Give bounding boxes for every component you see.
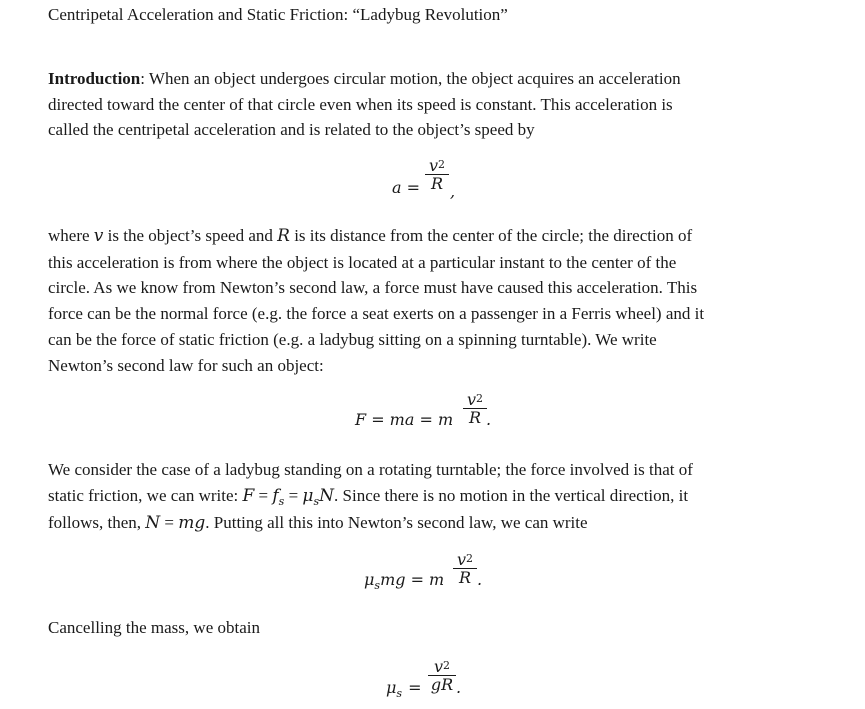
- p2-line-3: circle. As we know from Newton’s second law, a force must have caused this acceleration. This: [48, 278, 698, 298]
- p3-var-N: N: [319, 485, 335, 506]
- eq2-num-var: v: [466, 390, 477, 409]
- p4-line-1: Cancelling the mass, we obtain: [48, 618, 260, 637]
- equation-friction-balance-lhs: [364, 570, 445, 592]
- eq4-denominator: gR: [430, 675, 454, 694]
- p3-var-mu: μ: [302, 485, 314, 506]
- eq2-numerator: [463, 392, 487, 408]
- intro-line-1: [48, 66, 808, 92]
- eq3-sub-s: s: [374, 579, 381, 592]
- paragraph-2: [48, 223, 808, 378]
- equation-centripetal-acceleration-lhs: [392, 178, 420, 197]
- eq4-mu: μ: [386, 678, 397, 697]
- p3-line-2: [48, 483, 808, 511]
- equation-newton-second-law-lhs: F = ma = m: [355, 410, 454, 429]
- p3-line-1: We consider the case of a ladybug standing on a rotating turntable; the force involved is that of: [48, 460, 693, 479]
- paragraph-3: [48, 457, 808, 537]
- p2-var-R: R: [277, 226, 290, 246]
- p3-var-N-2: N: [145, 513, 161, 534]
- p3-eq-sign-1: =: [254, 485, 273, 505]
- p3-var-mg: mg: [178, 513, 206, 534]
- intro-line-3: called the centripetal acceleration and is related to the object’s speed by: [48, 120, 535, 140]
- equation-coefficient-lhs: [386, 678, 422, 700]
- p2-line-1: [48, 223, 808, 250]
- p3-var-F: F: [242, 485, 255, 506]
- p2-text-b: is the object’s speed and: [103, 226, 278, 245]
- p3-var-f: f: [272, 485, 279, 506]
- p2-text-c: is its distance from the center of the circle; the direction of: [289, 226, 693, 245]
- p3-text-a: static friction, we can write:: [48, 485, 243, 505]
- p2-text-a: where: [48, 226, 94, 245]
- p3-line-3: [48, 510, 808, 537]
- intro-line-2: directed toward the center of that circle even when its speed is constant. This acceleration is: [48, 94, 673, 114]
- eq3-trailing-punct: .: [477, 570, 483, 589]
- equation-coefficient-fraction: [428, 659, 456, 694]
- eq4-trailing-punct: .: [456, 678, 462, 697]
- p2-var-v: v: [93, 226, 104, 246]
- eq1-numerator: [425, 158, 449, 174]
- equation-centripetal-acceleration-fraction: [425, 158, 449, 193]
- eq4-sub-s: s: [396, 687, 403, 700]
- eq2-exponent: 2: [476, 392, 484, 405]
- eq1-lhs: a =: [392, 178, 421, 197]
- eq3-denominator: R: [458, 568, 472, 587]
- intro-text-1: : When an object undergoes circular motion, the object acquires an acceleration: [140, 69, 681, 88]
- p3-text-b: . Since there is no motion in the vertical direction, it: [334, 485, 689, 505]
- eq4-numerator: [428, 659, 456, 675]
- intro-paragraph: [48, 66, 808, 143]
- p3-eq-sign-3: =: [160, 513, 179, 533]
- eq1-exponent: 2: [438, 158, 446, 171]
- p3-text-c: follows, then,: [48, 513, 146, 533]
- p2-line-4: force can be the normal force (e.g. the force a seat exerts on a passenger in a Ferris wheel) and it: [48, 304, 705, 324]
- p2-line-6: Newton’s second law for such an object:: [48, 355, 324, 375]
- eq1-denominator: R: [430, 174, 444, 193]
- eq3-numerator: [453, 552, 477, 568]
- p3-eq-sign-2: =: [284, 485, 303, 505]
- eq4-eq-sign: =: [408, 678, 422, 697]
- eq1-num-var: v: [428, 156, 439, 175]
- eq4-num-var: v: [433, 657, 444, 676]
- p2-line-5: can be the force of static friction (e.g. a ladybug sitting on a spinning turntable). We write: [48, 329, 657, 349]
- intro-heading: Introduction: [48, 69, 141, 88]
- eq1-trailing-punct: ,: [450, 182, 456, 201]
- p3-text-d: . Putting all this into Newton’s second law, we can write: [205, 513, 588, 533]
- eq3-num-var: v: [456, 550, 467, 569]
- eq2-trailing-punct: .: [486, 410, 492, 429]
- eq3-lhs-rest: mg = m: [380, 570, 445, 589]
- eq3-exponent: 2: [466, 552, 474, 565]
- p3-sub-s-1: s: [278, 494, 285, 508]
- equation-friction-balance-fraction: [453, 552, 477, 587]
- document-title: Centripetal Acceleration and Static Friction: “Ladybug Revolution”: [48, 5, 508, 24]
- p2-line-2: this acceleration is from where the object is located at a particular instant to the center of the: [48, 252, 677, 272]
- eq4-exponent: 2: [443, 659, 451, 672]
- p3-sub-s-2: s: [313, 494, 320, 508]
- eq2-denominator: R: [468, 408, 482, 427]
- equation-newton-second-law-fraction: [463, 392, 487, 427]
- eq3-mu: μ: [364, 570, 375, 589]
- paragraph-4: [48, 615, 808, 641]
